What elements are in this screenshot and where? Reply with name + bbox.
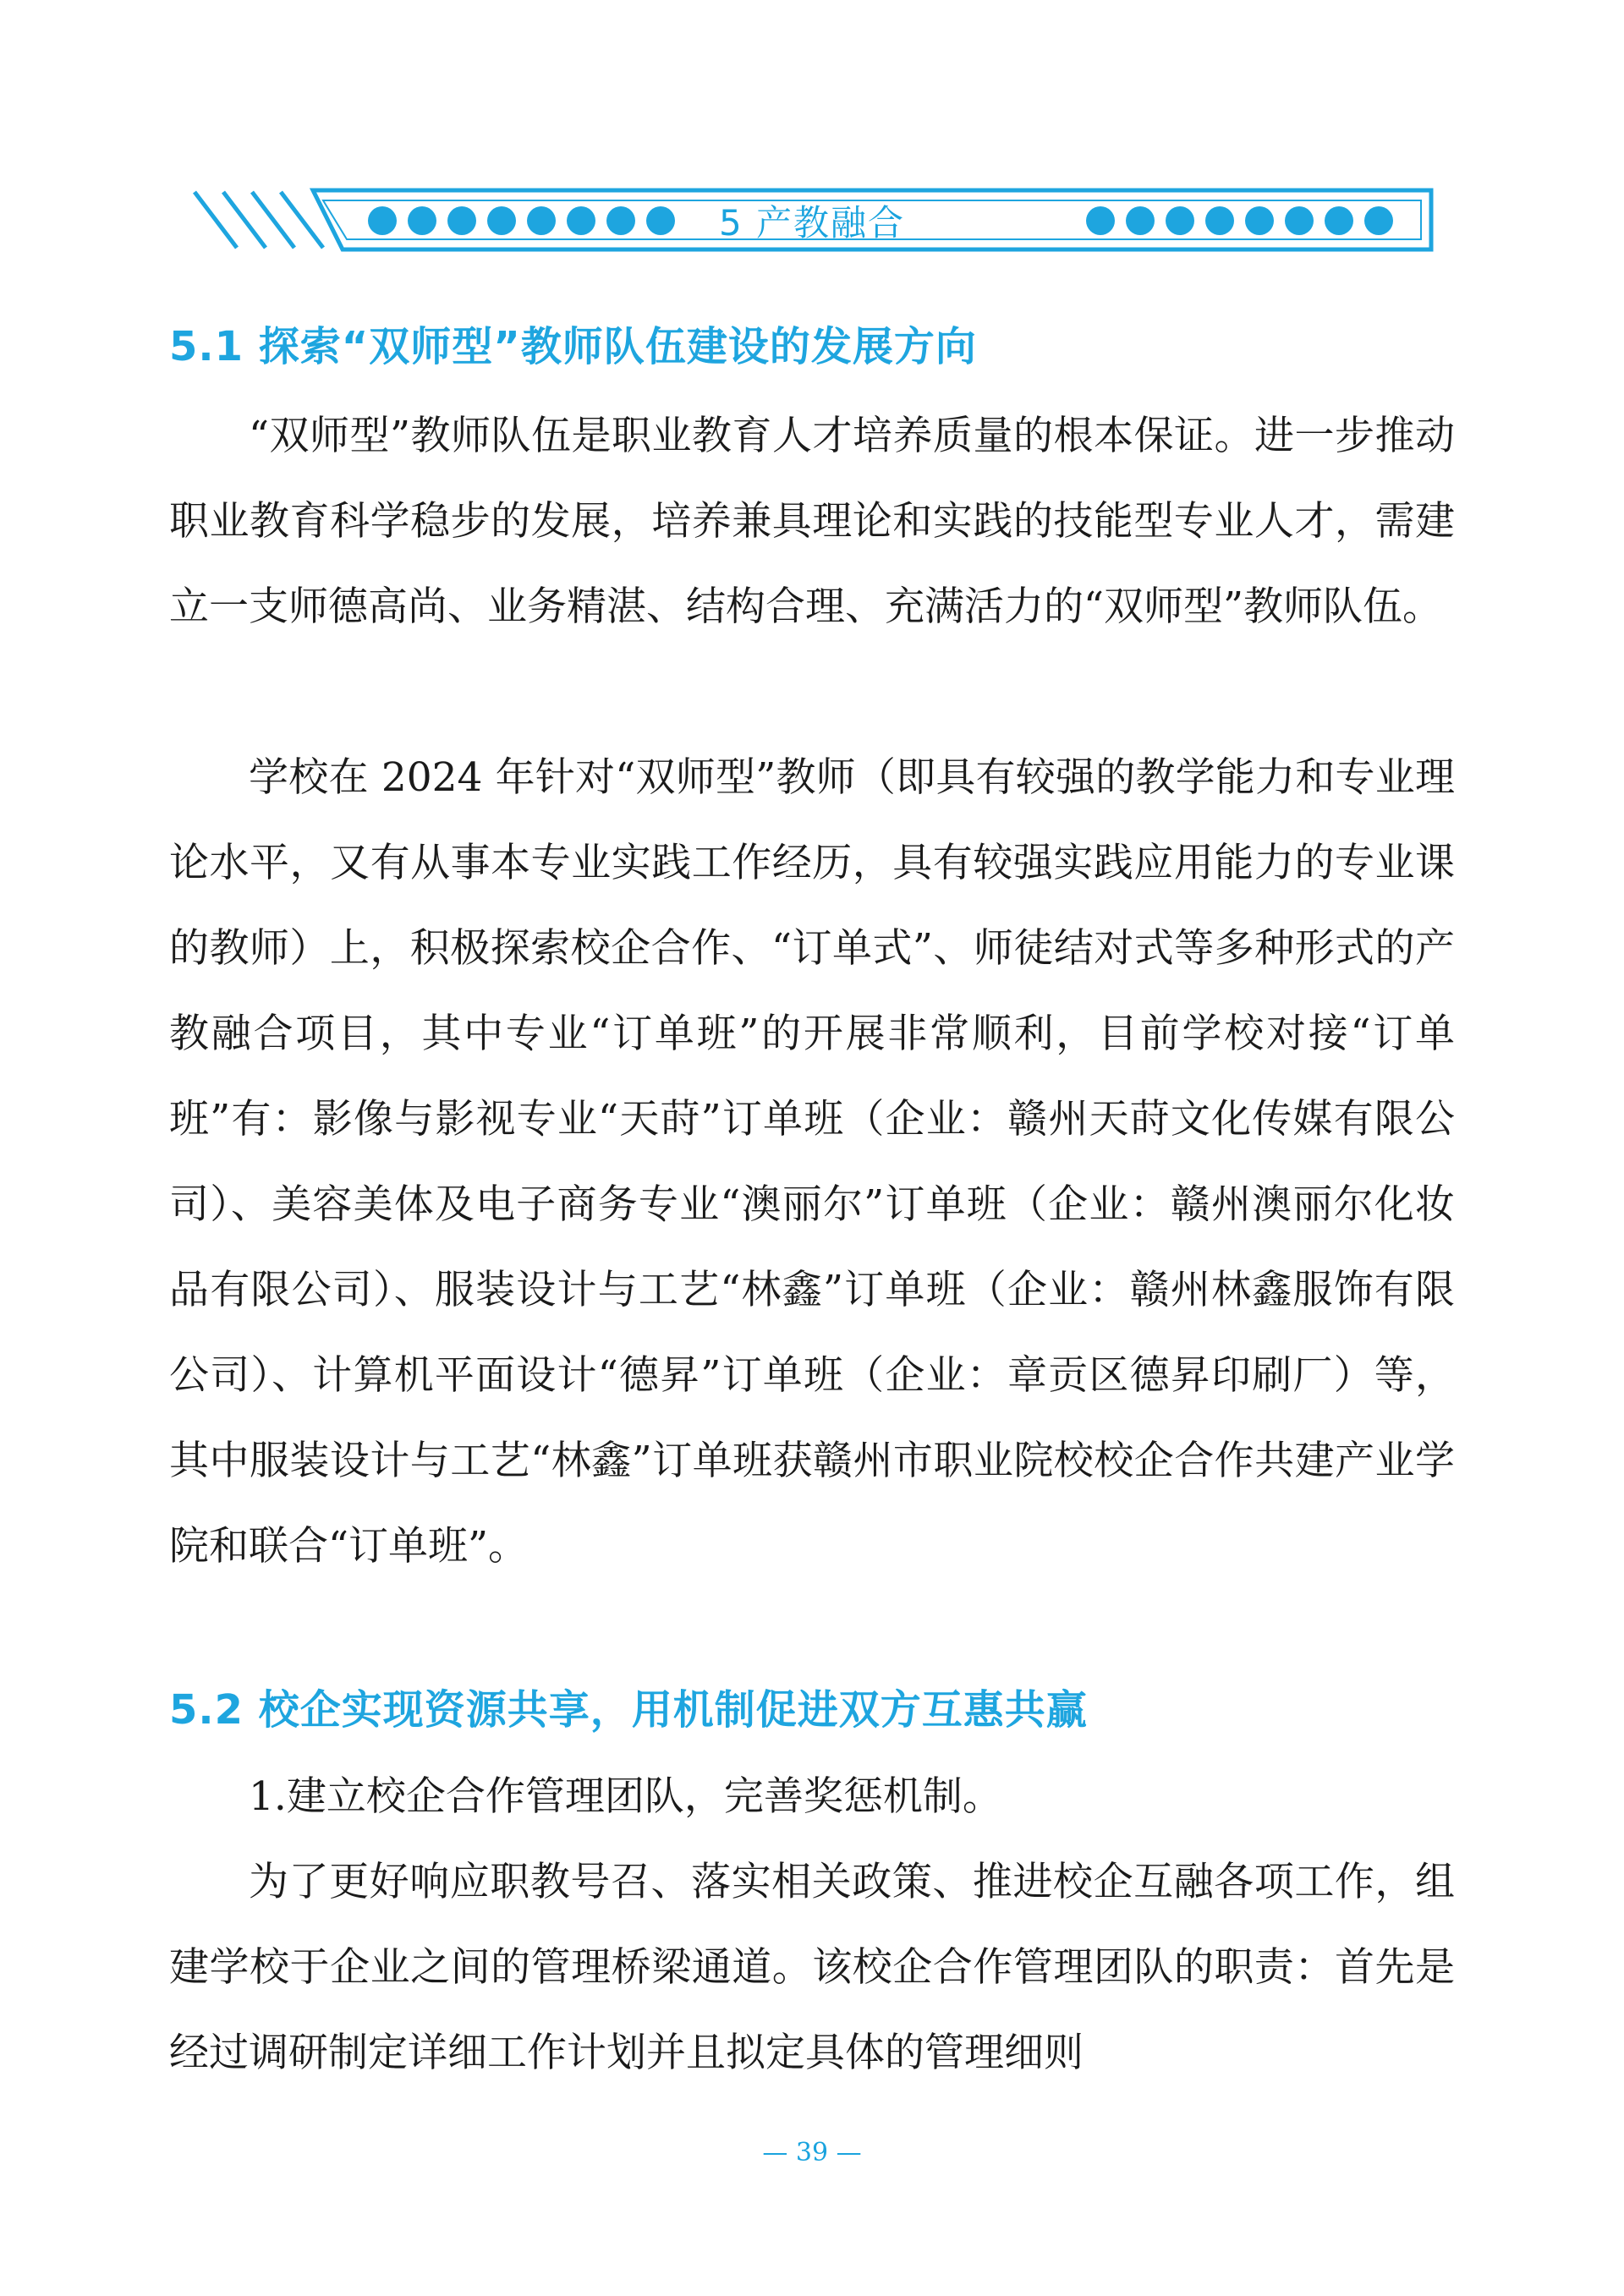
paragraph: “双师型”教师队伍是职业教育人才培养质量的根本保证。进一步推动职业教育科学稳步的发展，培养兼具理论和实践的技能型专业人才，需建立一支师德高尚、业务精湛、结构合理、充满活力的“双师型”教师队伍。 [169,413,1455,630]
paragraph: 学校在 2024 年针对“双师型”教师（即具有较强的教学能力和专业理论水平，又有从事本专业实践工作经历，具有较强实践应用能力的专业课的教师）上，积极探索校企合作、“订单式”、师徒结对式等多种形式的产教融合项目，其中专业“订单班”的开展非常顺利，目前学校对接“订单班”有：影像与影视专业“天莳”订单班（企业：赣州天莳文化传媒有限公司）、美容美体及电子商务专业“澳丽尔”订单班（企业：赣州澳丽尔化妆品有限公司）、服装设计与工艺“林鑫”订单班（企业：赣州林鑫服饰有限公司）、计算机平面设计“德昇”订单班（企业：章贡区德昇印刷厂）等，其中服装设计与工艺“林鑫”订单班获赣州市职业院校校企合作共建产业学院和联合“订单班”。 [169,754,1455,1570]
paragraph: 为了更好响应职教号召、落实相关政策、推进校企互融各项工作，组建学校于企业之间的管理桥梁通道。该校企合作管理团队的职责：首先是经过调研制定详细工作计划并且拟定具体的管理细则 [169,1859,1455,2076]
chapter-title: 5 产教融合 [718,202,906,244]
section-heading-5-1: 5.1 探索“双师型”教师队伍建设的发展方向 [169,323,977,370]
section-heading-5-2: 5.2 校企实现资源共享，用机制促进双方互惠共赢 [169,1686,1088,1734]
paragraph: 1.建立校企合作管理团队，完善奖惩机制。 [249,1773,1002,1820]
page-number: — 39 — [762,2138,862,2167]
